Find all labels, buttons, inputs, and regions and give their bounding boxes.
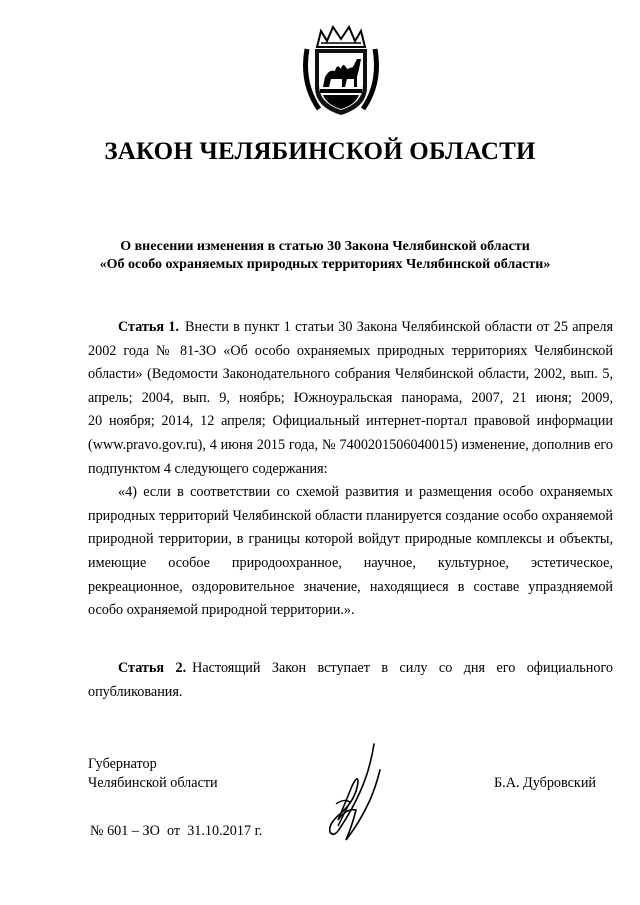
article-1-heading: Статья 1. [118,319,180,335]
quote-line: имеющие особое природоохранное, научное, культурное, эстетическое, [88,554,613,571]
signatory-name: Б.А. Дубровский [494,775,597,791]
law-subtitle [60,238,590,274]
article-1-line [88,316,613,340]
article-1-line: подпунктом 4 следующего содержания: [88,460,328,477]
handwritten-signature [300,740,410,850]
article-1 [88,316,613,623]
article-1-line: 20 ноября; 2014, 12 апреля; Официальный интернет-портал правовой информации [88,413,613,430]
article-1-line: (www.pravo.gov.ru), 4 июня 2015 года, № 7400201506040015) изменение, дополнив его [88,436,613,453]
article-1-text: Внести в пункт 1 статьи 30 Закона Челябинской области от 25 апреля [185,319,614,335]
coat-of-arms-emblem [299,25,383,117]
law-title: ЗАКОН ЧЕЛЯБИНСКОЙ ОБЛАСТИ [104,138,536,165]
article-1-line: апрель; 2004, вып. 9, ноябрь; Южноуральская панорама, 2007, 21 июня; 2009, [88,389,613,406]
subtitle-line: О внесении изменения в статью 30 Закона Челябинской области [120,239,530,254]
article-2-heading: Статья 2. [118,660,187,676]
position-line: Челябинской области [88,775,218,791]
quote-line: рекреационное, оздоровительное значение, находящиеся в составе упраздняемой [88,578,613,595]
quote-line: особо охраняемой природной территории.». [88,602,355,619]
quote-line: природных территорий Челябинской области планируется создание особо охраняемой [88,507,613,524]
quote-line: природной территории, в границы которой войдут природные комплексы и объекты, [88,531,613,548]
subtitle-line: «Об особо охраняемых природных территориях Челябинской области» [99,257,551,272]
law-number-and-date: № 601 – ЗО от 31.10.2017 г. [90,823,263,839]
article-2 [88,657,613,704]
article-2-text: Настоящий Закон вступает в силу со дня его официального [192,660,613,676]
signatory-position [88,755,218,793]
article-1-line: 2002 года № 81-ЗО «Об особо охраняемых природных территориях Челябинской [88,342,613,359]
position-line: Губернатор [88,756,157,772]
article-2-line [88,657,613,681]
article-2-line: опубликования. [88,683,183,700]
article-1-line: области» (Ведомости Законодательного собрания Челябинской области, 2002, вып. 5, [88,366,613,383]
quote-line: «4) если в соответствии со схемой развития и размещения особо охраняемых [118,484,613,501]
